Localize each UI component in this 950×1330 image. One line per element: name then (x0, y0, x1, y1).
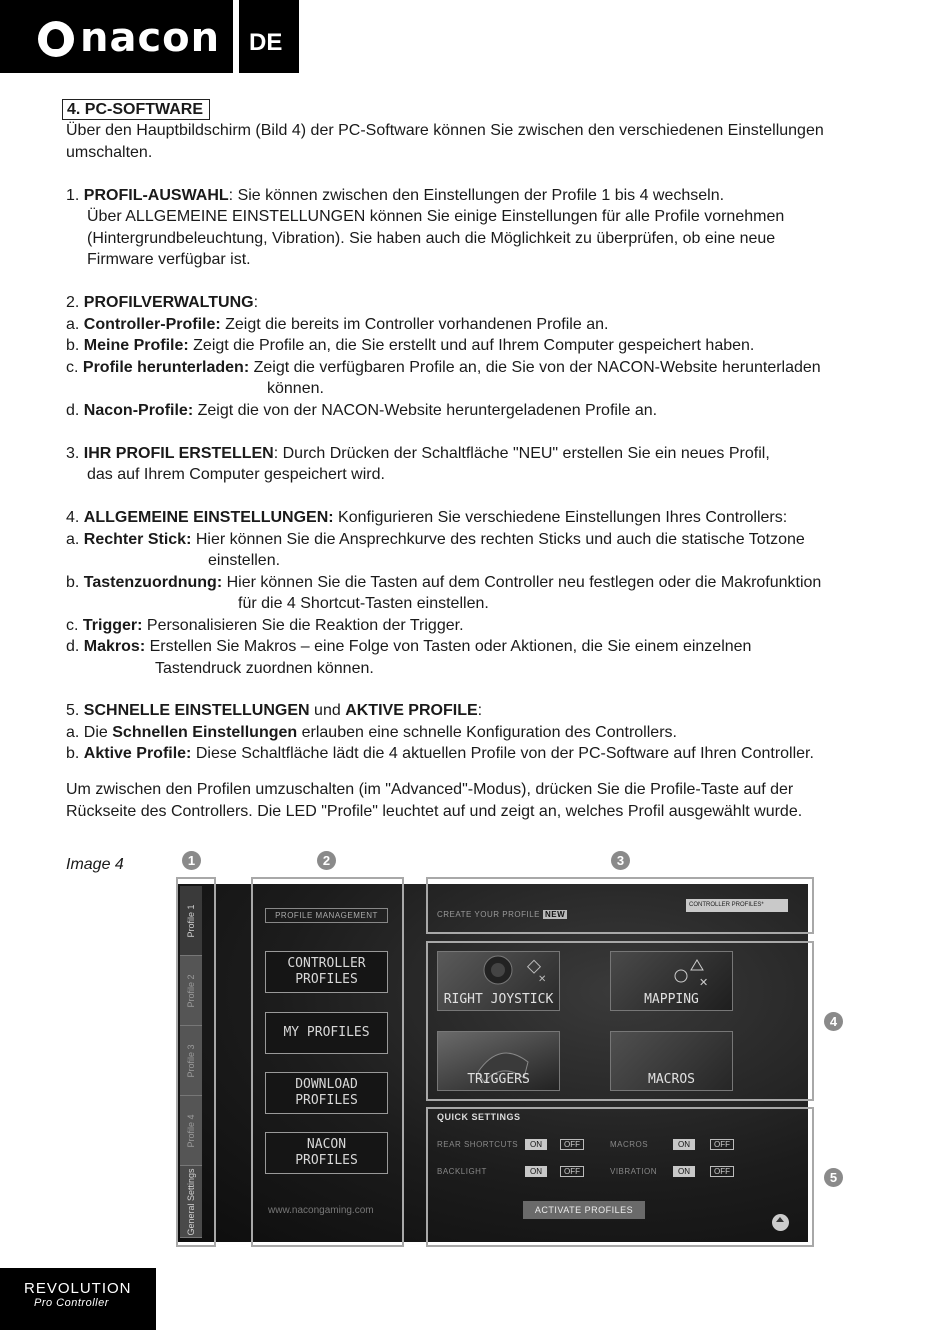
brand-logo (0, 0, 233, 73)
closing-text: Rückseite des Controllers. Die LED "Profile" leuchtet auf und zeigt an, welches Profil ausgewählt wurde. (66, 803, 803, 820)
backlight-on-toggle[interactable]: ON (525, 1166, 547, 1177)
callout-frame-1 (176, 877, 216, 1247)
item-quick-settings: 5. SCHNELLE EINSTELLUNGEN und AKTIVE PROFILE: (66, 702, 483, 719)
sub-item: a. Rechter Stick: Hier können Sie die Ansprechkurve des rechten Sticks und auch die statische Totzone (66, 531, 805, 548)
item-general-settings: 4. ALLGEMEINE EINSTELLUNGEN: Konfigurieren Sie verschiedene Einstellungen Ihres Controllers: (66, 509, 788, 526)
tile-label: TRIGGERS (467, 1072, 530, 1087)
language-code: DE (249, 29, 283, 56)
product-subtitle: Pro Controller (34, 1297, 109, 1309)
quick-settings-title: QUICK SETTINGS (437, 1112, 521, 1122)
tile-label: MACROS (648, 1072, 695, 1087)
item-text: Firmware verfügbar ist. (87, 251, 251, 268)
nacon-profiles-button[interactable]: NACON PROFILES (265, 1132, 388, 1174)
macros-label: MACROS (610, 1140, 649, 1149)
backlight-off-toggle[interactable]: OFF (560, 1166, 584, 1177)
sub-item: b. Tastenzuordnung: Hier können Sie die Tasten auf dem Controller neu festlegen oder die Makrofunktion (66, 574, 822, 591)
callout-frame-3 (426, 877, 814, 934)
callout-frame-2 (251, 877, 404, 1247)
product-title: REVOLUTION (24, 1280, 132, 1297)
macros-off-toggle[interactable]: OFF (710, 1139, 734, 1150)
intro-line: Über den Hauptbildschirm (Bild 4) der PC-Software können Sie zwischen den verschiedenen Einstellungen (66, 122, 824, 139)
tile-label: MAPPING (644, 992, 699, 1007)
new-profile-button[interactable]: NEW (545, 910, 566, 919)
item-text: das auf Ihrem Computer gespeichert wird. (87, 466, 385, 483)
my-profiles-button[interactable]: MY PROFILES (265, 1012, 388, 1054)
tab-profile-1[interactable]: Profile 1 (180, 886, 202, 956)
intro-line: umschalten. (66, 144, 153, 161)
sub-item: b. Meine Profile: Zeigt die Profile an, die Sie erstellt und auf Ihrem Computer gespeichert haben. (66, 337, 755, 354)
closing-text: Um zwischen den Profilen umzuschalten (im "Advanced"-Modus), drücken Sie die Profile-Taste auf der (66, 781, 794, 798)
item-text: Über ALLGEMEINE EINSTELLUNGEN können Sie einige Einstellungen für alle Profile vornehmen (87, 208, 785, 225)
sub-item: c. Profile herunterladen: Zeigt die verfügbaren Profile an, die Sie von der NACON-Website herunterladen (66, 359, 821, 376)
tab-profile-2[interactable]: Profile 2 (180, 956, 202, 1026)
sub-item: a. Die Schnellen Einstellungen erlauben eine schnelle Konfiguration des Controllers. (66, 724, 677, 741)
sub-item-cont: für die 4 Shortcut-Tasten einstellen. (238, 595, 489, 612)
nacon-logo-icon (38, 21, 74, 57)
rear-shortcuts-on-toggle[interactable]: ON (525, 1139, 547, 1150)
sub-item: d. Makros: Erstellen Sie Makros – eine Folge von Tasten oder Aktionen, die Sie einem einzelnen (66, 638, 752, 655)
rear-shortcuts-off-toggle[interactable]: OFF (560, 1139, 584, 1150)
vibration-on-toggle[interactable]: ON (673, 1166, 695, 1177)
rear-shortcuts-label: REAR SHORTCUTS (437, 1140, 519, 1149)
figure-label: Image 4 (66, 856, 124, 873)
tab-profile-3[interactable]: Profile 3 (180, 1026, 202, 1096)
callout-number: 4 (824, 1012, 843, 1031)
sub-item: d. Nacon-Profile: Zeigt die von der NACON-Website heruntergeladenen Profile an. (66, 402, 658, 419)
controller-profiles-button[interactable]: CONTROLLER PROFILES (265, 951, 388, 993)
callout-frame-5 (426, 1107, 814, 1247)
callout-number: 3 (611, 851, 630, 870)
svg-text:✕: ✕ (699, 977, 709, 989)
item-create-profile: 3. IHR PROFIL ERSTELLEN: Durch Drücken der Schaltfläche "NEU" erstellen Sie ein neues Profil, (66, 445, 770, 462)
language-badge (239, 0, 299, 73)
vibration-label: VIBRATION (610, 1167, 658, 1176)
controller-profiles-dropdown[interactable]: CONTROLLER PROFILES* (686, 899, 788, 912)
sub-item-cont: einstellen. (208, 552, 281, 569)
callout-number: 2 (317, 851, 336, 870)
callout-number: 1 (182, 851, 201, 870)
brand-name: nacon (80, 15, 221, 61)
sub-item-cont: Tastendruck zuordnen können. (155, 660, 374, 677)
sub-item: b. Aktive Profile: Diese Schaltfläche lädt die 4 aktuellen Profile von der PC-Software auf Ihren Controller. (66, 745, 814, 762)
download-profiles-button[interactable]: DOWNLOAD PROFILES (265, 1072, 388, 1114)
macros-on-toggle[interactable]: ON (673, 1139, 695, 1150)
item-text: (Hintergrundbeleuchtung, Vibration). Sie haben auch die Möglichkeit zu überprüfen, ob eine neue (87, 230, 776, 247)
item-profile-management: 2. PROFILVERWALTUNG: (66, 294, 259, 311)
section-title: 4. PC-SOFTWARE (62, 99, 210, 120)
website-link[interactable]: www.nacongaming.com (268, 1205, 374, 1216)
svg-text:✕: ✕ (538, 974, 547, 985)
profile-management-title: PROFILE MANAGEMENT (265, 908, 388, 923)
activate-profiles-button[interactable]: ACTIVATE PROFILES (523, 1201, 645, 1219)
sub-item: c. Trigger: Personalisieren Sie die Reaktion der Trigger. (66, 617, 464, 634)
create-profile-label: CREATE YOUR PROFILE NEW (437, 910, 566, 919)
sub-item: a. Controller-Profile: Zeigt die bereits im Controller vorhandenen Profile an. (66, 316, 609, 333)
tile-label: RIGHT JOYSTICK (443, 992, 554, 1007)
callout-frame-4 (426, 941, 814, 1101)
tab-profile-4[interactable]: Profile 4 (180, 1096, 202, 1166)
backlight-label: BACKLIGHT (437, 1167, 487, 1176)
vibration-off-toggle[interactable]: OFF (710, 1166, 734, 1177)
callout-number: 5 (824, 1168, 843, 1187)
sub-item-cont: können. (267, 380, 324, 397)
tab-general-settings[interactable]: General Settings (180, 1166, 202, 1238)
item-profile-selection: 1. PROFIL-AUSWAHL: Sie können zwischen den Einstellungen der Profile 1 bis 4 wechseln. (66, 187, 725, 204)
